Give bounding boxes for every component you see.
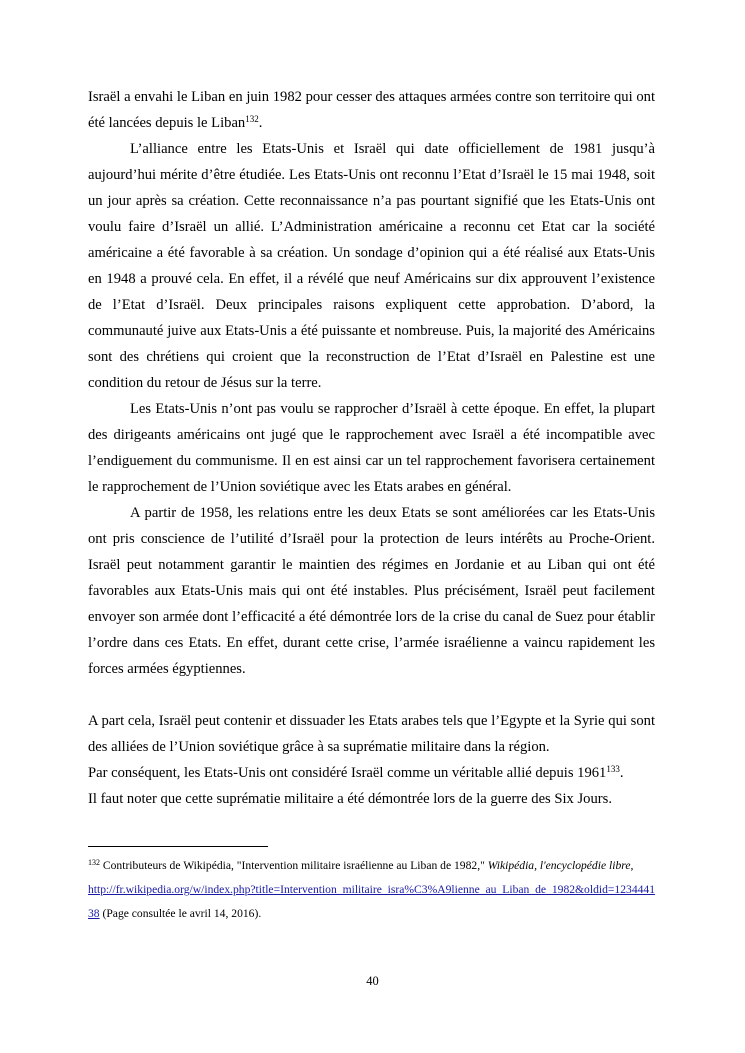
footnote-separator bbox=[88, 846, 268, 847]
paragraph-alliance: L’alliance entre les Etats-Unis et Israël qui date officiellement de 1981 jusqu’à aujourd’hui mérite d’être étudiée. Les Etats-Unis ont reconnu l’Etat d’Israël le 15 mai 1948, soit un jour après sa création. Cette reconnaissance n’a pas pourtant signifié que les Etats-Unis ont voulu faire d’Israël un allié. L’Administration américaine a reconnu cet Etat car la société américaine a été favorable à sa création. Un sondage d’opinion qui a été réalisé aux Etats-Unis en 1948 a prouvé cela. En effet, il a révélé que neuf Américains sur dix approuvent l’existence de l’Etat d’Israël. Deux principales raisons expliquent cette approbation. D’abord, la communauté juive aux Etats-Unis a été puissante et nombreuse. Puis, la majorité des Américains sont des chrétiens qui croient que la reconstruction de l’Etat d’Israël en Palestine est une condition du retour de Jésus sur la terre. bbox=[88, 141, 655, 391]
paragraph-suprematie: A part cela, Israël peut contenir et dissuader les Etats arabes tels que l’Egypte et la Syrie qui sont des alliées de l’Union soviétique grâce à sa suprématie militaire dans la région. bbox=[88, 713, 655, 755]
footnote-reference[interactable]: 132 bbox=[245, 114, 259, 124]
page-number: 40 bbox=[366, 974, 379, 988]
footnote-access-date: (Page consultée le avril 14, 2016). bbox=[99, 907, 262, 920]
paragraph-text: Par conséquent, les Etats-Unis ont considéré Israël comme un véritable allié depuis 1961 bbox=[88, 765, 607, 781]
paragraph-spacer bbox=[88, 682, 655, 708]
paragraph-1958: A partir de 1958, les relations entre les deux Etats se sont améliorées car les Etats-Unis ont pris conscience de l’utilité d’Israël pour la protection de leurs intérêts au Proche-Orient. Israël peut notamment garantir le maintien des régimes en Jordanie et au Liban qui ont été favorables aux Etats-Unis mais qui ont été instables. Plus précisément, Israël peut facilement envoyer son armée dont l’efficacité a été démontrée lors de la crise du canal de Suez pour établir l’ordre dans ces Etats. En effet, durant cette crise, l’armée israélienne a vaincu rapidement les forces armées égyptiennes. bbox=[88, 505, 655, 677]
footnote-reference[interactable]: 133 bbox=[606, 764, 620, 774]
footnote-number: 132 bbox=[88, 858, 100, 867]
paragraph-tail: . bbox=[258, 115, 263, 131]
paragraph-six-jours: Il faut noter que cette suprématie militaire a été démontrée lors de la guerre des Six Jours. bbox=[88, 791, 612, 807]
paragraph-consequence bbox=[88, 760, 655, 786]
footnote-132 bbox=[88, 854, 655, 926]
paragraph-text: Israël a envahi le Liban en juin 1982 pour cesser des attaques armées contre son territoire qui ont été lancées depuis le Liban bbox=[88, 89, 655, 131]
footnote-link[interactable]: http://fr.wikipedia.org/w/index.php?title=Intervention_militaire_isra%C3%A9lienne_au_Liban_de_1982&oldid=123444138 bbox=[88, 883, 656, 920]
paragraph-rapprochement: Les Etats-Unis n’ont pas voulu se rapprocher d’Israël à cette époque. En effet, la plupart des dirigeants américains ont jugé que le rapprochement avec Israël a été incompatible avec l’endiguement du communisme. Il en est ainsi car un tel rapprochement favorisera certainement le rapprochement de l’Union soviétique avec les Etats arabes en général. bbox=[88, 401, 655, 495]
document-body bbox=[88, 84, 655, 812]
footnote-text: Contributeurs de Wikipédia, "Intervention militaire israélienne au Liban de 1982," bbox=[100, 859, 488, 872]
paragraph-tail: . bbox=[619, 765, 624, 781]
footnote-source-title: Wikipédia, l'encyclopédie libre, bbox=[487, 859, 634, 872]
paragraph-invasion bbox=[88, 84, 655, 136]
